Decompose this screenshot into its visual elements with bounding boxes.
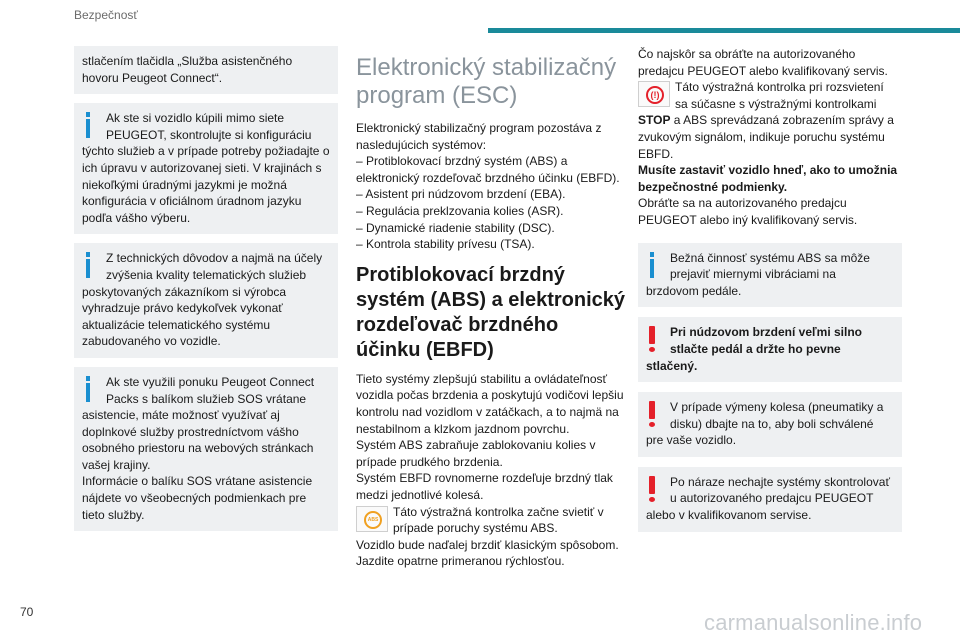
note-text: asistencie, máte možnosť využívať aj doplnkové služby prostredníctvom vášho osobného priestoru na webových stránkach vašej krajiny. bbox=[82, 408, 314, 472]
info-icon bbox=[82, 252, 96, 278]
icon-text: sa súčasne s výstražnými kontrolkami bbox=[675, 96, 877, 111]
info-icon bbox=[646, 252, 660, 278]
note-box-continued bbox=[74, 46, 338, 94]
info-icon bbox=[82, 112, 96, 138]
note-text: stlačením tlačidla „Služba asistenčného hovoru Peugeot Connect“. bbox=[82, 54, 293, 85]
bold-instruction: Musíte zastaviť vozidlo hneď, ako to umožnia bezpečnostné podmienky. bbox=[638, 163, 898, 194]
warning-icon bbox=[646, 476, 660, 502]
icon-text: Táto výstražná kontrolka pri rozsvietení bbox=[675, 80, 884, 95]
info-note-purchase bbox=[74, 103, 338, 234]
list-item: – Kontrola stability prívesu (TSA). bbox=[356, 237, 535, 252]
list-item: – Protiblokovací brzdný systém (ABS) a elektronický rozdeľovač brzdného účinku (EBFD). bbox=[356, 154, 620, 185]
paragraph: Systém EBFD rovnomerne rozdeľuje brzdný tlak medzi jednotlivé kolesá. bbox=[356, 471, 613, 502]
column-3 bbox=[638, 46, 902, 541]
note-text: týchto služieb a v prípade potreby požiadajte o ich úpravu v autorizovanej sieti. V krajinách s niekoľkými úradnými jazykmi je možná konfigurácia v oficiálnom úradnom jazyku podľa vášho výberu. bbox=[82, 144, 330, 225]
stop-rest: a ABS sprevádzaná zobrazením správy a zvukovým signálom, indikuje poruchu systému EBFD. bbox=[638, 113, 894, 161]
info-note-connect-packs bbox=[74, 367, 338, 531]
brake-warning-light-row bbox=[638, 79, 902, 112]
warning-icon bbox=[646, 401, 660, 427]
note-text: poskytovaných zákazníkom si výrobca vyhradzuje právo kedykoľvek vykonať aktualizácie telematického systému zabudovaného vo vozidle. bbox=[82, 284, 287, 349]
note-text: pre vaše vozidlo. bbox=[646, 433, 737, 448]
note-text: stlačený. bbox=[646, 358, 698, 373]
paragraph: Obráťte sa na autorizovaného predajcu PEUGEOT alebo iný kvalifikovaný servis. bbox=[638, 196, 858, 227]
paragraph: Čo najskôr sa obráťte na autorizovaného predajcu PEUGEOT alebo kvalifikovaný servis. bbox=[638, 47, 888, 78]
info-note-technical bbox=[74, 243, 338, 358]
subsection-title-abs: Protiblokovací brzdný systém (ABS) a elektronický rozdeľovač brzdného účinku (EBFD) bbox=[356, 263, 626, 361]
note-lead: Pri núdzovom brzdení veľmi silno stlačte pedál a držte ho pevne bbox=[670, 325, 862, 356]
list-item: – Dynamické riadenie stability (DSC). bbox=[356, 220, 555, 235]
note-text: brzdovom pedále. bbox=[646, 283, 742, 298]
ebfd-intro bbox=[638, 46, 902, 79]
warning-note-emergency-braking bbox=[638, 317, 902, 382]
column-2 bbox=[356, 46, 626, 570]
page-number: 70 bbox=[20, 605, 34, 619]
ebfd-body bbox=[638, 112, 902, 228]
intro-text: Elektronický stabilizačný program pozostáva z nasledujúcich systémov: bbox=[356, 121, 602, 152]
abs-footer bbox=[356, 537, 626, 570]
info-icon bbox=[82, 376, 96, 402]
note-text: Informácie o balíku SOS vrátane asistencie nájdete vo všeobecných podmienkach pre tieto služby. bbox=[82, 474, 313, 522]
warning-note-after-impact bbox=[638, 467, 902, 532]
list-item: – Asistent pri núdzovom brzdení (EBA). bbox=[356, 187, 566, 202]
paragraph bbox=[638, 112, 902, 162]
warning-note-wheel-change bbox=[638, 392, 902, 457]
info-note-abs-vibration bbox=[638, 243, 902, 308]
watermark: carmanualsonline.info bbox=[704, 610, 923, 635]
note-lead: Z technických dôvodov a najmä na účely zvýšenia kvality telematických služieb bbox=[106, 251, 323, 282]
icon-text: prípade poruchy systému ABS. bbox=[393, 521, 558, 536]
icon-text: Táto výstražná kontrolka začne svietiť v bbox=[393, 504, 604, 519]
warning-icon bbox=[646, 326, 660, 352]
column-1 bbox=[74, 46, 338, 540]
section-title-esc: Elektronický stabilizačný program (ESC) bbox=[356, 54, 617, 109]
section-label: Bezpečnosť bbox=[74, 8, 138, 22]
list-item: – Regulácia preklzovania kolies (ASR). bbox=[356, 203, 564, 218]
note-lead: V prípade výmeny kolesa (pneumatiky a disku) dbajte na to, aby boli schválené bbox=[670, 400, 884, 431]
note-lead: Bežná činnosť systému ABS sa môže prejaviť miernymi vibráciami na bbox=[670, 250, 870, 282]
note-lead: Po náraze nechajte systémy skontrolovať u autorizovaného predajcu PEUGEOT bbox=[670, 474, 890, 506]
note-text: alebo v kvalifikovanom servise. bbox=[646, 508, 812, 523]
note-lead: Ak ste využili ponuku Peugeot Connect Packs s balíkom služieb SOS vrátane bbox=[106, 374, 315, 406]
abs-warning-icon: ABS bbox=[356, 506, 388, 532]
abs-body bbox=[356, 371, 626, 504]
paragraph: Vozidlo bude naďalej brzdiť klasickým spôsobom. Jazdite opatrne primeranou rýchlosťou. bbox=[356, 537, 619, 569]
esc-intro bbox=[356, 120, 626, 253]
stop-label: STOP bbox=[638, 113, 671, 128]
paragraph: Tieto systémy zlepšujú stabilitu a ovládateľnosť vozidla počas brzdenia a poskytujú vodičovi lepšiu kontrolu nad vozidlom v zatáčkach, a to najmä na nestabilnom a klzkom jazdnom povrchu. bbox=[356, 371, 624, 436]
note-lead: Ak ste si vozidlo kúpili mimo siete PEUGEOT, skontrolujte si konfiguráciu bbox=[106, 111, 312, 142]
brake-warning-icon: (!) bbox=[638, 81, 670, 107]
paragraph: Systém ABS zabraňuje zablokovaniu kolies v prípade prudkého brzdenia. bbox=[356, 438, 596, 469]
header-accent-bar bbox=[488, 28, 960, 33]
abs-warning-light-row bbox=[356, 504, 626, 537]
